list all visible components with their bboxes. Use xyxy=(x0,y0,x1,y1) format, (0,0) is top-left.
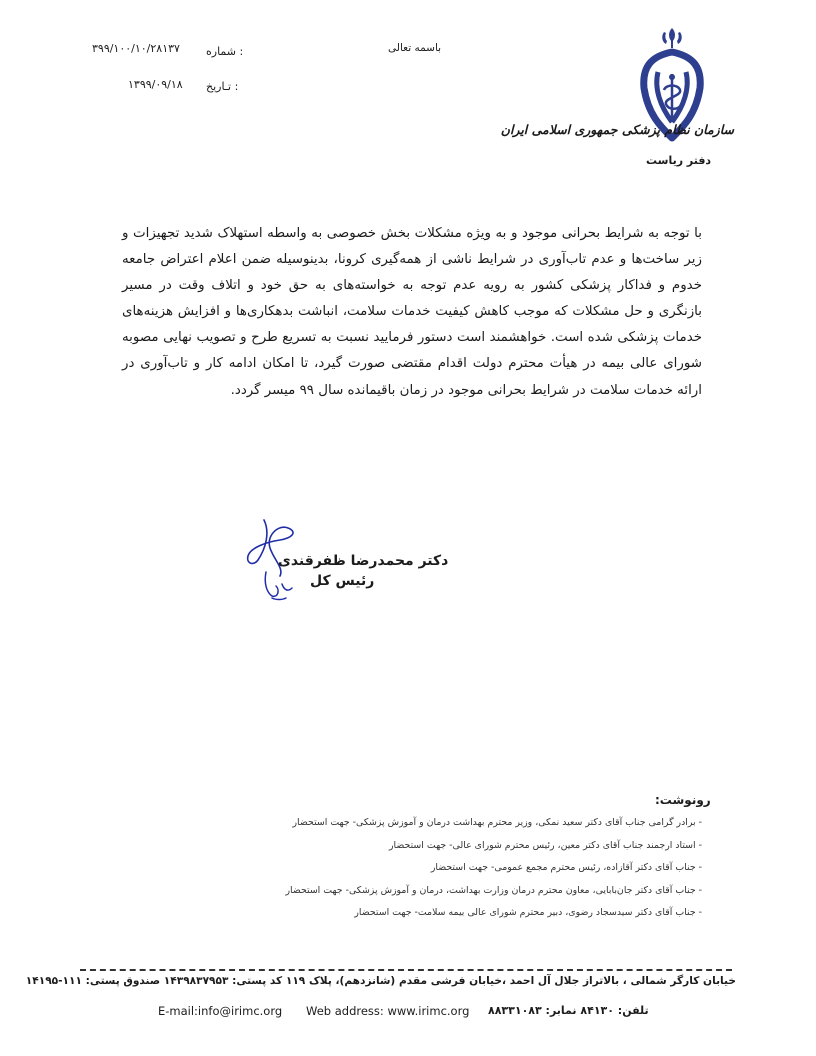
organization-name: سازمان نظام پزشکی جمهوری اسلامی ایران xyxy=(500,122,734,137)
footer-phone: تلفن: ۸۴۱۳۰ نمابر: ۸۸۳۳۱۰۸۳ xyxy=(488,1004,649,1017)
irimc-logo-icon xyxy=(614,22,734,167)
date-label: تـاریخ : xyxy=(206,80,239,93)
cc-item: - جناب آقای دکتر آقازاده، رئیس محترم مجمع عمومی- جهت استحضار xyxy=(430,862,702,874)
letter-number: ۳۹۹/۱۰۰/۱۰/۲۸۱۳۷ xyxy=(92,42,180,55)
number-label: شماره : xyxy=(206,45,244,58)
letter-date: ۱۳۹۹/۰۹/۱۸ xyxy=(128,78,183,91)
cc-title: رونوشت: xyxy=(655,793,711,807)
cc-list xyxy=(240,812,702,925)
footer-divider xyxy=(80,969,732,971)
cc-item: - جناب آقای دکتر جان‌بابایی، معاون محترم درمان وزارت بهداشت، درمان و آموزش پزشکی- جهت استحضار xyxy=(285,884,702,896)
cc-item: - برادر گرامی جناب آقای دکتر سعید نمکی، وزیر محترم بهداشت درمان و آموزش پزشکی- جهت استحضار xyxy=(292,817,702,828)
signatory-name: دکتر محمدرضا ظفرقندی xyxy=(278,553,449,569)
letter-body: با توجه به شرایط بحرانی موجود و به ویژه مشکلات بخش خصوصی به واسطه استهلاک شدید تجهیزات و زیر ساخت‌ها و عدم تاب‌آوری در شرایط ناشی از همه‌گیری کرونا، بدینوسیله ضمن اعلام اعتراض جامعه خدوم و فداکار پزشکی کشور به رویه عدم توجه به خواسته‌های به حق خود و اتلاف وقت در مسیر بازنگری و حل مشکلات که موجب کاهش کیفیت خدمات سلامت، انباشت بدهکاری‌ها و افزایش هزینه‌های خدمات پزشکی شده است. خواهشمند است دستور فرمایید نسبت به تسریع طرح و تصویب نهایی مصوبه شورای عالی بیمه در هیأت محترم دولت اقدام مقتضی صورت گیرد، تا امکان ادامه کار و تاب‌آوری در ارائه خدمات سلامت در شرایط بحرانی موجود در زمان باقیمانده سال ۹۹ میسر گردد. xyxy=(122,226,702,398)
footer-address: خیابان کارگر شمالی ، بالاتراز جلال آل احمد ،خیابان فرشی مقدم (شانزدهم)، پلاک ۱۱۹ کد پستی: ۱۴۳۹۸۳۷۹۵۳ صندوق پستی: ۱۱۱-۱۴۱۹۵ xyxy=(25,975,736,987)
footer-email: E-mail:info@irimc.org xyxy=(158,1004,283,1018)
cc-item: - جناب آقای دکتر سیدسجاد رضوی، دبیر محترم شورای عالی بیمه سلامت- جهت استحضار xyxy=(354,907,702,919)
footer-website: Web address: www.irimc.org xyxy=(306,1004,470,1018)
basmala: باسمه تعالی xyxy=(388,42,442,54)
signatory-title: رئیس کل xyxy=(310,573,375,589)
cc-item: - استاد ارجمند جناب آقای دکتر معین، رئیس محترم شورای عالی- جهت استحضار xyxy=(389,839,702,851)
office-name: دفتر ریاست xyxy=(646,154,712,167)
